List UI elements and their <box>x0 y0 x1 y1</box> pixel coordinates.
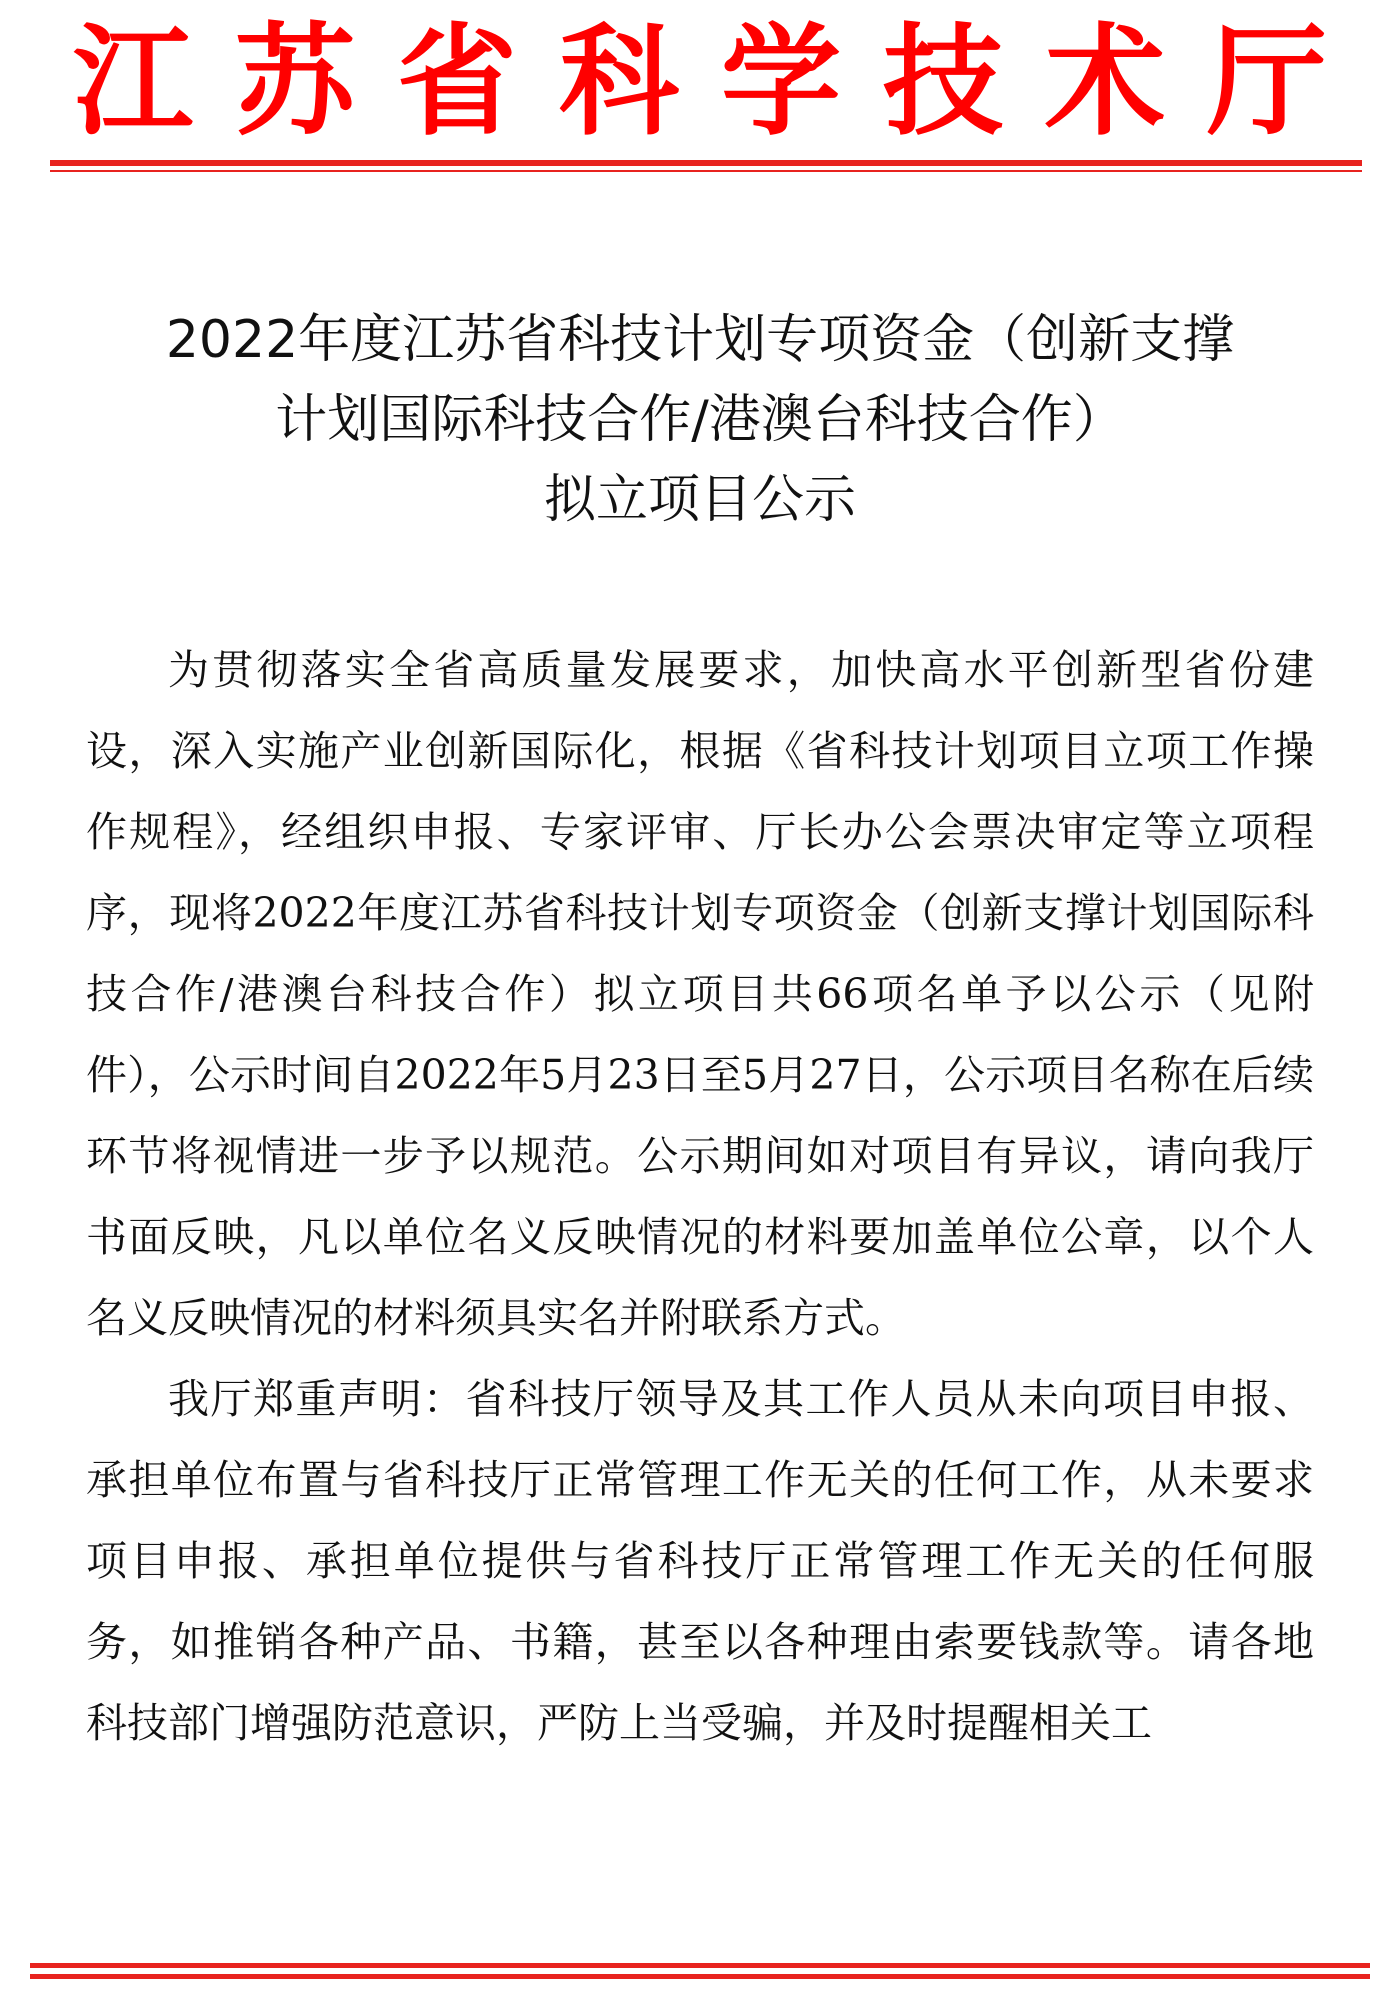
title-line-2: 计划国际科技合作/港澳台科技合作） <box>275 390 1125 450</box>
footer-divider-top <box>30 1963 1370 1968</box>
body-paragraph-1: 为贯彻落实全省高质量发展要求，加快高水平创新型省份建设，深入实施产业创新国际化，根据《省科技计划项目立项工作操作规程》，经组织申报、专家评审、厅长办公会票决审定等立项程序，现将2022年度江苏省科技计划专项资金（创新支撑计划国际科技合作/港澳台科技合作）拟立项目共66项名单予以公示（见附件），公示时间自2022年5月23日至5月27日，公示项目名称在后续环节将视情进一步予以规范。公示期间如对项目有异议，请向我厅书面反映，凡以单位名义反映情况的材料要加盖单位公章，以个人名义反映情况的材料须具实名并附联系方式。 <box>86 646 1314 1342</box>
letterhead-divider-thin <box>50 170 1362 172</box>
document-body <box>86 630 1314 1764</box>
document-title <box>60 300 1340 540</box>
letterhead-title: 江苏省科学技术厅 <box>73 13 1369 152</box>
letterhead-divider-thick <box>50 160 1362 166</box>
title-line-3: 拟立项目公示 <box>543 470 856 530</box>
title-line-1: 2022年度江苏省科技计划专项资金（创新支撑 <box>165 310 1235 370</box>
body-paragraph-2: 我厅郑重声明：省科技厅领导及其工作人员从未向项目申报、承担单位布置与省科技厅正常管理工作无关的任何工作，从未要求项目申报、承担单位提供与省科技厅正常管理工作无关的任何服务，如推销各种产品、书籍，甚至以各种理由索要钱款等。请各地科技部门增强防范意识，严防上当受骗，并及时提醒相关工 <box>86 1375 1314 1747</box>
footer-divider-bottom <box>30 1974 1370 1979</box>
